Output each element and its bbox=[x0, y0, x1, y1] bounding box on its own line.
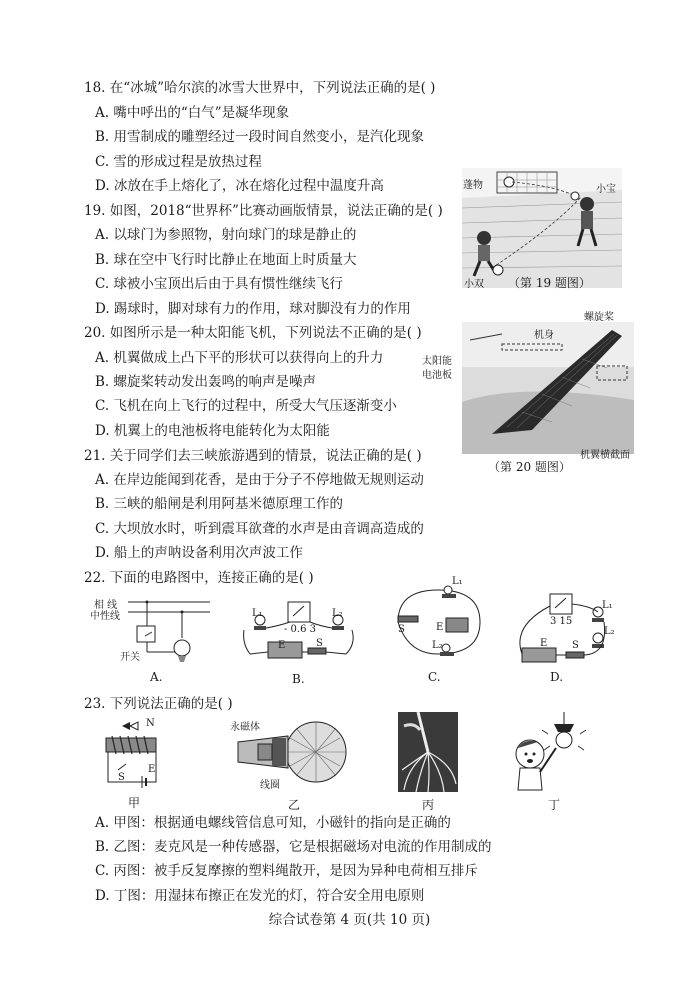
q20-option-a: A. 机翼做成上凸下平的形状可以获得向上的升力 bbox=[95, 350, 384, 366]
fig22-a-live-wire-label: 相 线 bbox=[94, 600, 118, 611]
q19-stem: 19. 如图，2018“世界杯”比赛动画版情景，说法正确的是( ) bbox=[84, 203, 443, 219]
fig22-d-l2-label: L₂ bbox=[604, 626, 615, 637]
fig22-label-b: B. bbox=[292, 672, 305, 686]
fig22-c-l1-label: L₁ bbox=[452, 576, 463, 587]
q18-stem: 18. 在“冰城”哈尔滨的冰雪大世界中，下列说法正确的是( ) bbox=[84, 80, 436, 96]
fig23-yi-coil-label: 线圈 bbox=[260, 780, 280, 791]
fig20-label-panel-line1: 太阳能 bbox=[422, 356, 452, 367]
fig22-label-c: C. bbox=[428, 670, 441, 684]
q19-option-b: B. 球在空中飞行时比静止在地面上时质量大 bbox=[95, 252, 357, 268]
fig19-label-xiaoshuang: 小双 bbox=[464, 279, 484, 290]
q23-stem: 23. 下列说法正确的是( ) bbox=[84, 696, 233, 712]
fig23-label-ding: 丁 bbox=[548, 798, 561, 812]
fig22-circuit-d bbox=[510, 586, 620, 672]
fig19-label-goal: 蓬物 bbox=[463, 180, 483, 191]
fig20-label-propeller: 螺旋桨 bbox=[584, 312, 614, 323]
fig22-d-s-label: S bbox=[572, 640, 579, 651]
fig23-yi-microphone-image bbox=[228, 712, 348, 790]
fig23-jia-n-label: N bbox=[146, 718, 155, 729]
fig22-b-s-label: S bbox=[316, 638, 323, 649]
fig23-jia-e-label: E bbox=[148, 764, 156, 775]
q19-option-d: D. 踢球时，脚对球有力的作用，球对脚没有力的作用 bbox=[95, 301, 411, 317]
q18-option-c: C. 雪的形成过程是放热过程 bbox=[95, 154, 262, 170]
fig22-b-e-label: E bbox=[278, 640, 286, 651]
fig20-label-wing-section: 机翼横截面 bbox=[580, 450, 630, 461]
fig20-label-fuselage: 机身 bbox=[534, 330, 554, 341]
fig22-c-l2-label: L₂ bbox=[432, 640, 443, 651]
q18-option-b: B. 用雪制成的雕塑经过一段时间自然变小，是汽化现象 bbox=[95, 129, 425, 145]
fig19-caption: （第 19 题图） bbox=[508, 276, 591, 290]
fig22-label-d: D. bbox=[550, 670, 564, 684]
fig23-ding-lamp-image bbox=[504, 712, 590, 792]
fig22-d-e-label: E bbox=[540, 638, 548, 649]
page-footer: 综合试卷第 4 页(共 10 页) bbox=[268, 912, 431, 928]
fig22-c-s-label: S bbox=[398, 624, 405, 635]
fig22-label-a: A. bbox=[150, 670, 163, 684]
fig23-label-yi: 乙 bbox=[288, 798, 301, 812]
fig22-circuit-b bbox=[238, 596, 358, 676]
q23-option-b: B. 乙图：麦克风是一种传感器，它是根据磁场对电流的作用制成的 bbox=[95, 839, 492, 855]
q22-stem: 22. 下面的电路图中，连接正确的是( ) bbox=[84, 570, 314, 586]
fig22-b-meter-label: - 0.6 3 bbox=[284, 624, 317, 635]
q18-option-d: D. 冰放在手上熔化了，冰在熔化过程中温度升高 bbox=[95, 178, 384, 194]
fig23-bing-rope-image bbox=[398, 712, 458, 792]
fig22-a-switch-label: 开关 bbox=[120, 652, 140, 663]
fig23-label-bing: 丙 bbox=[422, 798, 435, 812]
q20-stem: 20. 如图所示是一种太阳能飞机，下列说法不正确的是( ) bbox=[84, 325, 422, 341]
q23-option-c: C. 丙图：被手反复摩擦的塑料绳散开，是因为异种电荷相互排斥 bbox=[95, 863, 478, 879]
q19-option-c: C. 球被小宝顶出后由于具有惯性继续飞行 bbox=[95, 276, 343, 292]
q21-option-c: C. 大坝放水时，听到震耳欲聋的水声是由音调高造成的 bbox=[95, 521, 424, 537]
fig22-c-e-label: E bbox=[436, 622, 444, 633]
q19-option-a: A. 以球门为参照物，射向球门的球是静止的 bbox=[95, 227, 357, 243]
fig20-caption: （第 20 题图） bbox=[488, 460, 571, 474]
fig22-d-l1-label: L₁ bbox=[602, 600, 613, 611]
q20-option-d: D. 机翼上的电池板将电能转化为太阳能 bbox=[95, 423, 330, 439]
fig22-b-l1-label: L₁ bbox=[252, 608, 263, 619]
fig23-yi-magnet-label: 永磁体 bbox=[230, 722, 260, 733]
q21-option-b: B. 三峡的船闸是利用阿基米德原理工作的 bbox=[95, 496, 344, 512]
fig23-jia-s-label: S bbox=[118, 772, 125, 783]
fig20-solar-plane-image bbox=[422, 312, 634, 461]
fig20-label-panel-line2: 电池板 bbox=[422, 370, 452, 381]
q21-option-d: D. 船上的声呐设备利用次声波工作 bbox=[95, 545, 303, 561]
fig19-label-xiaobao: 小宝 bbox=[596, 184, 616, 195]
q21-option-a: A. 在岸边能闻到花香，是由于分子不停地做无规则运动 bbox=[95, 472, 424, 488]
fig23-label-jia: 甲 bbox=[128, 796, 141, 810]
q21-stem: 21. 关于同学们去三峡旅游遇到的情景，说法正确的是( ) bbox=[84, 448, 422, 464]
fig22-circuit-a bbox=[90, 596, 210, 676]
q23-option-d: D. 丁图：用湿抹布擦正在发光的灯，符合安全用电原则 bbox=[95, 888, 425, 904]
fig22-a-neutral-wire-label: 中性线 bbox=[90, 611, 120, 622]
fig23-jia-solenoid-image bbox=[100, 718, 164, 790]
q23-option-a: A. 甲图：根据通电螺线管信息可知，小磁针的指向是正确的 bbox=[95, 815, 451, 831]
fig22-b-l2-label: L₂ bbox=[332, 608, 343, 619]
q20-option-b: B. 螺旋桨转动发出轰鸣的响声是噪声 bbox=[95, 374, 317, 390]
fig22-d-meter-label: 3 15 bbox=[550, 616, 573, 627]
q18-option-a: A. 嘴中呼出的“白气”是凝华现象 bbox=[95, 105, 290, 121]
fig19-football-image bbox=[462, 168, 622, 288]
q20-option-c: C. 飞机在向上飞行的过程中，所受大气压逐渐变小 bbox=[95, 398, 397, 414]
fig22-circuit-c bbox=[388, 576, 488, 672]
